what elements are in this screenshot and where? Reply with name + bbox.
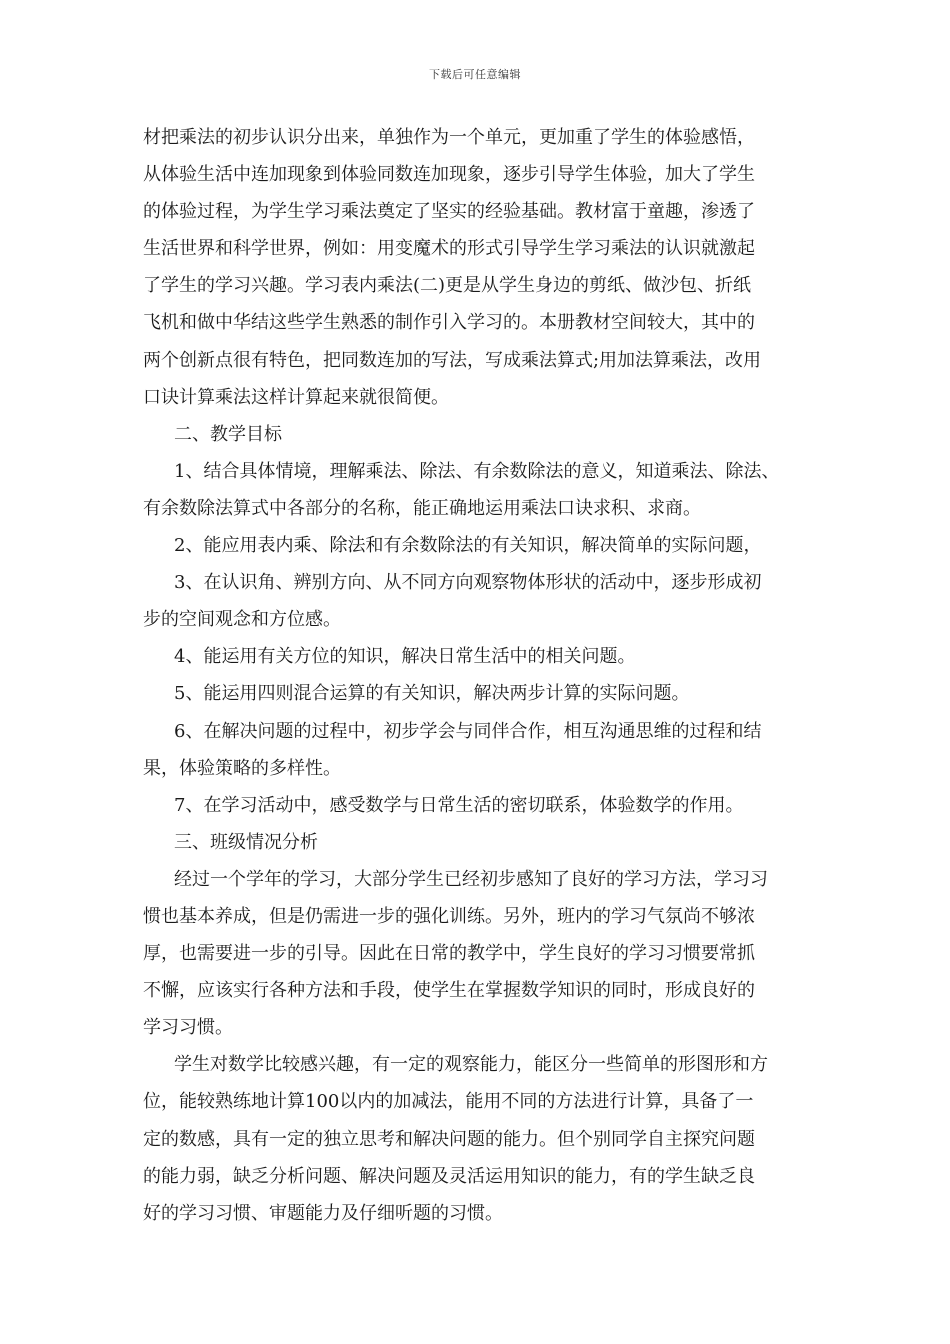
text-line: 二、教学目标 — [174, 423, 282, 445]
text-line: 3、在认识角、辨别方向、从不同方向观察物体形状的活动中，逐步形成初 — [174, 572, 762, 594]
text-line: 果，体验策略的多样性。 — [143, 757, 341, 779]
text-line: 定的数感，具有一定的独立思考和解决问题的能力。但个别同学自主探究问题 — [143, 1128, 755, 1150]
text-line: 了学生的学习兴趣。学习表内乘法(二)更是从学生身边的剪纸、做沙包、折纸 — [143, 275, 752, 297]
text-line: 从体验生活中连加现象到体验同数连加现象，逐步引导学生体验，加大了学生 — [143, 164, 755, 186]
text-line: 惯也基本养成，但是仍需进一步的强化训练。另外，班内的学习气氛尚不够浓 — [143, 905, 755, 927]
text-line: 两个创新点很有特色，把同数连加的写法，写成乘法算式;用加法算乘法，改用 — [143, 349, 762, 371]
text-line: 生活世界和科学世界，例如：用变魔术的形式引导学生学习乘法的认识就激起 — [143, 238, 755, 260]
text-line: 学生对数学比较感兴趣，有一定的观察能力，能区分一些简单的形图形和方 — [174, 1054, 768, 1076]
text-line: 厚，也需要进一步的引导。因此在日常的教学中，学生良好的学习习惯要常抓 — [143, 943, 755, 965]
document-body — [143, 119, 833, 1232]
text-line: 口诀计算乘法这样计算起来就很简便。 — [143, 386, 449, 408]
text-line: 好的学习习惯、审题能力及仔细听题的习惯。 — [143, 1202, 503, 1224]
text-line: 材把乘法的初步认识分出来，单独作为一个单元，更加重了学生的体验感悟， — [143, 127, 755, 148]
text-line: 经过一个学年的学习，大部分学生已经初步感知了良好的学习方法，学习习 — [174, 868, 768, 890]
text-line: 有余数除法算式中各部分的名称，能正确地运用乘法口诀求积、求商。 — [143, 497, 701, 519]
text-line: 4、能运用有关方位的知识，解决日常生活中的相关问题。 — [174, 646, 636, 668]
text-line: 的体验过程，为学生学习乘法奠定了坚实的经验基础。教材富于童趣，渗透了 — [143, 201, 755, 223]
text-line: 5、能运用四则混合运算的有关知识，解决两步计算的实际问题。 — [174, 683, 690, 705]
text-line: 的能力弱，缺乏分析问题、解决问题及灵活运用知识的能力，有的学生缺乏良 — [143, 1165, 755, 1187]
text-line: 学习习惯。 — [143, 1017, 233, 1039]
text-line: 三、班级情况分析 — [174, 831, 318, 853]
text-line: 2、能应用表内乘、除法和有余数除法的有关知识，解决简单的实际问题， — [174, 535, 762, 557]
text-line: 1、结合具体情境，理解乘法、除法、有余数除法的意义，知道乘法、除法、 — [174, 460, 780, 482]
text-line: 6、在解决问题的过程中，初步学会与同伴合作，相互沟通思维的过程和结 — [174, 720, 762, 742]
text-line: 7、在学习活动中，感受数学与日常生活的密切联系，体验数学的作用。 — [174, 794, 744, 816]
page-header-note: 下载后可任意编辑 — [429, 68, 521, 81]
text-line: 飞机和做中华结这些学生熟悉的制作引入学习的。本册教材空间较大，其中的 — [143, 312, 755, 334]
text-line: 步的空间观念和方位感。 — [143, 609, 341, 631]
text-line: 位，能较熟练地计算100以内的加减法，能用不同的方法进行计算，具备了一 — [143, 1091, 754, 1113]
text-line: 不懈，应该实行各种方法和手段，使学生在掌握数学知识的同时，形成良好的 — [143, 980, 755, 1002]
